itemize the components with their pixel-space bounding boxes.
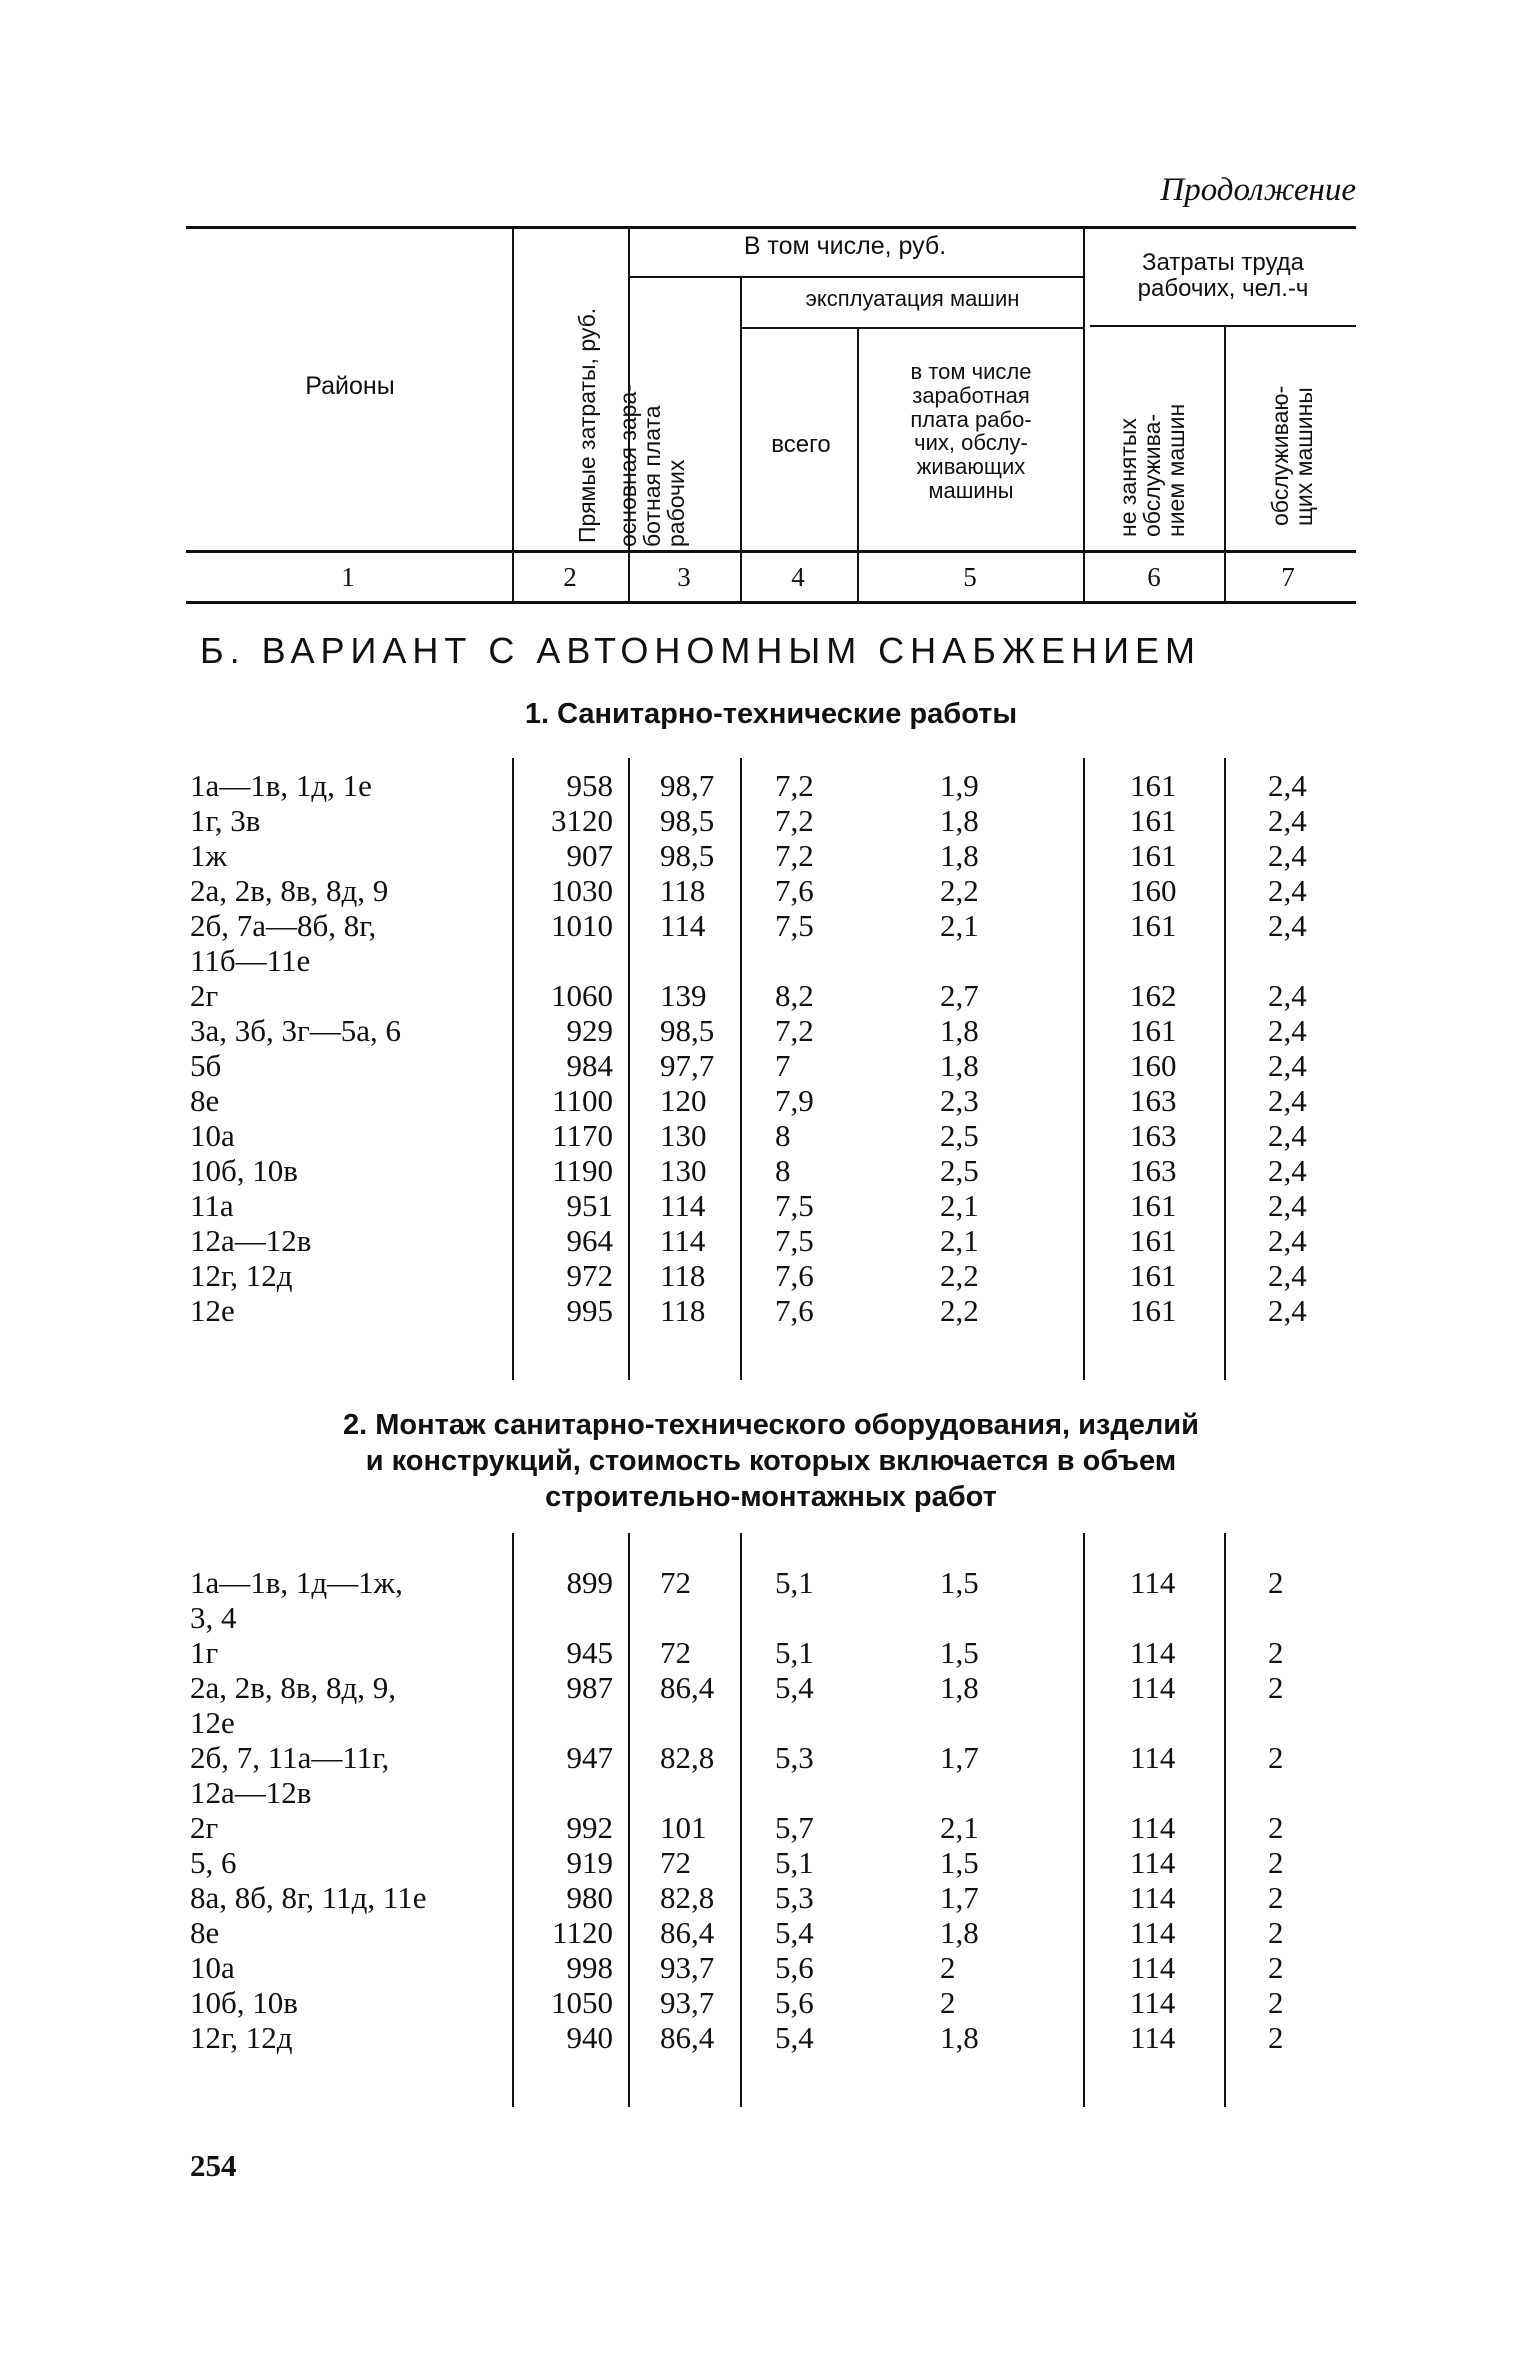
labor-machines-cell: 2 — [1268, 1565, 1284, 1600]
direct-costs-cell: 3120 — [551, 803, 613, 838]
direct-costs-cell: 1060 — [551, 978, 613, 1013]
base-wage-cell: 139 — [660, 978, 707, 1013]
region-cell: 2б, 7, 11а—11г, — [190, 1740, 390, 1775]
machines-wage-cell: 2,5 — [940, 1153, 979, 1188]
machines-total-cell: 7,6 — [775, 873, 814, 908]
colnum-3: 3 — [677, 562, 691, 592]
base-wage-cell: 118 — [660, 1293, 706, 1328]
labor-not-machines-cell: 161 — [1130, 1293, 1177, 1328]
labor-not-machines-cell: 114 — [1130, 1740, 1176, 1775]
labor-machines-cell: 2 — [1268, 1670, 1284, 1705]
machines-total-cell: 5,6 — [775, 1950, 814, 1985]
labor-machines-cell: 2 — [1268, 1915, 1284, 1950]
table-row — [0, 1048, 1536, 1083]
table-row — [0, 803, 1536, 838]
machines-total-cell: 5,6 — [775, 1985, 814, 2020]
header-labor-not-machines: не занятых обслужива- нием машин — [1115, 403, 1190, 537]
machines-total-cell: 5,1 — [775, 1635, 814, 1670]
header-vline-5 — [1083, 228, 1085, 550]
header-machines-group: эксплуатация машин — [805, 286, 1020, 311]
labor-machines-cell: 2 — [1268, 1845, 1284, 1880]
labor-machines-cell: 2 — [1268, 1985, 1284, 2020]
table-row — [0, 1775, 1536, 1810]
direct-costs-cell: 947 — [566, 1740, 613, 1775]
labor-not-machines-cell: 161 — [1130, 908, 1177, 943]
labor-machines-cell: 2,4 — [1268, 873, 1307, 908]
labor-not-machines-cell: 114 — [1130, 1985, 1176, 2020]
numrow-vline-3 — [740, 553, 742, 601]
machines-total-cell: 5,4 — [775, 1915, 814, 1950]
table-row — [0, 1223, 1536, 1258]
table-row — [0, 1810, 1536, 1845]
machines-wage-cell: 2,1 — [940, 1223, 979, 1258]
base-wage-cell: 101 — [660, 1810, 707, 1845]
numrow-vline-6 — [1224, 553, 1226, 601]
machines-wage-cell: 1,7 — [940, 1880, 979, 1915]
subsection2-title-line3: строительно-монтажных работ — [545, 1481, 997, 1513]
region-cell: 5б — [190, 1048, 222, 1083]
table-row — [0, 1880, 1536, 1915]
labor-machines-cell: 2,4 — [1268, 1188, 1307, 1223]
numrow-vline-4 — [857, 553, 859, 601]
direct-costs-cell: 995 — [566, 1293, 613, 1328]
labor-not-machines-cell: 114 — [1130, 1915, 1176, 1950]
labor-not-machines-cell: 114 — [1130, 2020, 1176, 2055]
labor-machines-cell: 2 — [1268, 1880, 1284, 1915]
header-machines-wage: в том числе заработная плата рабо- чих, обслу- живающих машины — [910, 359, 1032, 503]
machines-wage-cell: 1,5 — [940, 1565, 979, 1600]
machines-total-cell: 5,4 — [775, 2020, 814, 2055]
table-row — [0, 978, 1536, 1013]
labor-machines-cell: 2,4 — [1268, 1258, 1307, 1293]
labor-not-machines-cell: 161 — [1130, 768, 1177, 803]
machines-total-cell: 7,6 — [775, 1293, 814, 1328]
colnum-7: 7 — [1281, 562, 1295, 592]
machines-total-cell: 5,7 — [775, 1810, 814, 1845]
base-wage-cell: 130 — [660, 1153, 707, 1188]
machines-total-cell: 8 — [775, 1118, 791, 1153]
direct-costs-cell: 998 — [566, 1950, 613, 1985]
table-row — [0, 1565, 1536, 1600]
machines-total-cell: 5,4 — [775, 1670, 814, 1705]
machines-total-cell: 7,6 — [775, 1258, 814, 1293]
region-cell: 12а—12в — [190, 1775, 312, 1810]
machines-wage-cell: 1,8 — [940, 1915, 979, 1950]
labor-machines-cell: 2 — [1268, 1810, 1284, 1845]
base-wage-cell: 130 — [660, 1118, 707, 1153]
machines-total-cell: 7 — [775, 1048, 791, 1083]
header-vline-6 — [1224, 327, 1226, 550]
base-wage-cell: 114 — [660, 1223, 706, 1258]
table-row — [0, 1293, 1536, 1328]
labor-machines-cell: 2,4 — [1268, 1083, 1307, 1118]
region-cell: 2а, 2в, 8в, 8д, 9, — [190, 1670, 397, 1705]
base-wage-cell: 86,4 — [660, 1670, 715, 1705]
region-cell: 3а, 3б, 3г—5а, 6 — [190, 1013, 402, 1048]
base-wage-cell: 86,4 — [660, 1915, 715, 1950]
header-bottom-rule — [186, 550, 1356, 553]
colnum-5: 5 — [963, 562, 977, 592]
machines-total-cell: 5,3 — [775, 1880, 814, 1915]
machines-wage-cell: 1,5 — [940, 1635, 979, 1670]
labor-machines-cell: 2,4 — [1268, 908, 1307, 943]
labor-not-machines-cell: 114 — [1130, 1670, 1176, 1705]
labor-not-machines-cell: 114 — [1130, 1950, 1176, 1985]
region-cell: 12г, 12д — [190, 1258, 293, 1293]
machines-wage-cell: 2 — [940, 1985, 956, 2020]
machines-total-cell: 5,1 — [775, 1845, 814, 1880]
base-wage-cell: 114 — [660, 908, 706, 943]
labor-machines-cell: 2,4 — [1268, 1048, 1307, 1083]
header-cost-group: В том числе, руб. — [743, 232, 947, 260]
labor-machines-cell: 2,4 — [1268, 768, 1307, 803]
direct-costs-cell: 1030 — [551, 873, 613, 908]
labor-machines-cell: 2,4 — [1268, 1013, 1307, 1048]
region-cell: 2б, 7а—8б, 8г, — [190, 908, 377, 943]
labor-not-machines-cell: 161 — [1130, 1013, 1177, 1048]
base-wage-cell: 72 — [660, 1565, 691, 1600]
region-cell: 8е — [190, 1915, 220, 1950]
labor-not-machines-cell: 163 — [1130, 1118, 1177, 1153]
machines-wage-cell: 2,2 — [940, 1258, 979, 1293]
page-number: 254 — [190, 2148, 237, 2183]
table-row — [0, 1153, 1536, 1188]
machines-total-cell: 7,5 — [775, 1188, 814, 1223]
machines-wage-cell: 2,3 — [940, 1083, 979, 1118]
region-cell: 1ж — [190, 838, 227, 873]
table-row — [0, 2020, 1536, 2055]
header-vline-4 — [857, 329, 859, 550]
direct-costs-cell: 1170 — [552, 1118, 613, 1153]
base-wage-cell: 72 — [660, 1635, 691, 1670]
base-wage-cell: 93,7 — [660, 1950, 715, 1985]
machines-wage-cell: 1,8 — [940, 838, 979, 873]
labor-machines-cell: 2 — [1268, 1740, 1284, 1775]
direct-costs-cell: 958 — [566, 768, 613, 803]
labor-not-machines-cell: 161 — [1130, 1258, 1177, 1293]
table-row — [0, 1600, 1536, 1635]
labor-machines-cell: 2,4 — [1268, 1153, 1307, 1188]
cost-group-rule — [628, 276, 1083, 278]
region-cell: 12е — [190, 1705, 235, 1740]
machines-wage-cell: 1,8 — [940, 1013, 979, 1048]
table-row — [0, 1635, 1536, 1670]
labor-not-machines-cell: 163 — [1130, 1153, 1177, 1188]
region-cell: 11б—11е — [190, 943, 311, 978]
region-cell: 12е — [190, 1293, 235, 1328]
colnum-1: 1 — [341, 562, 355, 592]
table-row — [0, 1258, 1536, 1293]
table-row — [0, 1670, 1536, 1705]
labor-group-rule — [1090, 325, 1356, 327]
machines-total-cell: 7,5 — [775, 908, 814, 943]
numrow-vline-1 — [512, 553, 514, 601]
subsection2-title-line1: 2. Монтаж санитарно-технического оборудования, изделий — [343, 1409, 1199, 1441]
machines-total-cell: 7,9 — [775, 1083, 814, 1118]
region-cell: 12а—12в — [190, 1223, 312, 1258]
colnum-6: 6 — [1147, 562, 1161, 592]
direct-costs-cell: 980 — [566, 1880, 613, 1915]
direct-costs-cell: 1120 — [552, 1915, 613, 1950]
direct-costs-cell: 929 — [566, 1013, 613, 1048]
direct-costs-cell: 964 — [566, 1223, 613, 1258]
base-wage-cell: 98,5 — [660, 838, 715, 873]
direct-costs-cell: 992 — [566, 1810, 613, 1845]
subsection2-title-line2: и конструкций, стоимость которых включается в объем — [365, 1445, 1177, 1477]
machines-wage-cell: 2,7 — [940, 978, 979, 1013]
labor-not-machines-cell: 160 — [1130, 873, 1177, 908]
direct-costs-cell: 1050 — [551, 1985, 613, 2020]
region-cell: 1а—1в, 1д—1ж, — [190, 1565, 403, 1600]
labor-not-machines-cell: 160 — [1130, 1048, 1177, 1083]
table-row — [0, 1705, 1536, 1740]
base-wage-cell: 98,7 — [660, 768, 715, 803]
machines-total-cell: 7,2 — [775, 803, 814, 838]
table-row — [0, 943, 1536, 978]
base-wage-cell: 118 — [660, 1258, 706, 1293]
labor-not-machines-cell: 161 — [1130, 803, 1177, 838]
machines-wage-cell: 2,1 — [940, 908, 979, 943]
region-cell: 8е — [190, 1083, 220, 1118]
labor-not-machines-cell: 163 — [1130, 1083, 1177, 1118]
header-regions: Районы — [305, 372, 395, 400]
table-row — [0, 1013, 1536, 1048]
machines-wage-cell: 1,8 — [940, 1048, 979, 1083]
base-wage-cell: 97,7 — [660, 1048, 715, 1083]
header-base-wage: основная зара- ботная плата рабочих — [615, 384, 690, 547]
colnum-2: 2 — [563, 562, 577, 592]
base-wage-cell: 82,8 — [660, 1880, 715, 1915]
labor-machines-cell: 2,4 — [1268, 978, 1307, 1013]
region-cell: 3, 4 — [190, 1600, 237, 1635]
labor-machines-cell: 2 — [1268, 1635, 1284, 1670]
header-labor-machines: обслуживаю- щих машины — [1267, 385, 1318, 526]
labor-machines-cell: 2 — [1268, 1950, 1284, 1985]
machines-total-cell: 5,3 — [775, 1740, 814, 1775]
header-direct-costs: Прямые затраты, руб. — [574, 307, 600, 543]
machines-total-cell: 7,5 — [775, 1223, 814, 1258]
labor-machines-cell: 2 — [1268, 2020, 1284, 2055]
base-wage-cell: 98,5 — [660, 803, 715, 838]
header-labor-group: Затраты труда рабочих, чел.-ч — [1137, 249, 1309, 302]
continuation-label: Продолжение — [1160, 172, 1356, 208]
numbers-bottom-rule — [186, 601, 1356, 604]
labor-not-machines-cell: 161 — [1130, 838, 1177, 873]
direct-costs-cell: 1190 — [552, 1153, 613, 1188]
base-wage-cell: 98,5 — [660, 1013, 715, 1048]
header-machines-total: всего — [771, 431, 831, 458]
table-row — [0, 1845, 1536, 1880]
labor-not-machines-cell: 114 — [1130, 1565, 1176, 1600]
region-cell: 10б, 10в — [190, 1153, 298, 1188]
table-row — [0, 873, 1536, 908]
numrow-vline-5 — [1083, 553, 1085, 601]
machines-wage-cell: 1,8 — [940, 1670, 979, 1705]
labor-not-machines-cell: 114 — [1130, 1845, 1176, 1880]
table-row — [0, 1083, 1536, 1118]
header-vline-1 — [512, 228, 514, 550]
colnum-4: 4 — [791, 562, 805, 592]
machines-wage-cell: 1,7 — [940, 1740, 979, 1775]
labor-machines-cell: 2,4 — [1268, 838, 1307, 873]
labor-machines-cell: 2,4 — [1268, 1293, 1307, 1328]
subsection1-title: 1. Санитарно-технические работы — [524, 698, 1018, 730]
table-row — [0, 1118, 1536, 1153]
machines-wage-cell: 2,2 — [940, 873, 979, 908]
labor-machines-cell: 2,4 — [1268, 1118, 1307, 1153]
table-row — [0, 1915, 1536, 1950]
table-row — [0, 838, 1536, 873]
direct-costs-cell: 1100 — [552, 1083, 613, 1118]
header-vline-3 — [740, 278, 742, 550]
direct-costs-cell: 907 — [566, 838, 613, 873]
direct-costs-cell: 899 — [566, 1565, 613, 1600]
base-wage-cell: 93,7 — [660, 1985, 715, 2020]
header-top-rule — [186, 226, 1356, 229]
labor-not-machines-cell: 114 — [1130, 1880, 1176, 1915]
machines-wage-cell: 1,8 — [940, 2020, 979, 2055]
machines-wage-cell: 1,9 — [940, 768, 979, 803]
machines-total-cell: 8,2 — [775, 978, 814, 1013]
table-row — [0, 1188, 1536, 1223]
machines-wage-cell: 2,2 — [940, 1293, 979, 1328]
direct-costs-cell: 987 — [566, 1670, 613, 1705]
region-cell: 10а — [190, 1118, 235, 1153]
machines-wage-cell: 2,5 — [940, 1118, 979, 1153]
machines-wage-cell: 2,1 — [940, 1810, 979, 1845]
labor-not-machines-cell: 161 — [1130, 1223, 1177, 1258]
direct-costs-cell: 951 — [566, 1188, 613, 1223]
region-cell: 2г — [190, 1810, 219, 1845]
direct-costs-cell: 940 — [566, 2020, 613, 2055]
region-cell: 10б, 10в — [190, 1985, 298, 2020]
machines-wage-cell: 2 — [940, 1950, 956, 1985]
labor-machines-cell: 2,4 — [1268, 803, 1307, 838]
table-row — [0, 908, 1536, 943]
numrow-vline-2 — [628, 553, 630, 601]
base-wage-cell: 86,4 — [660, 2020, 715, 2055]
machines-total-cell: 7,2 — [775, 768, 814, 803]
machines-total-cell: 7,2 — [775, 838, 814, 873]
table-row — [0, 1950, 1536, 1985]
region-cell: 2г — [190, 978, 219, 1013]
region-cell: 8а, 8б, 8г, 11д, 11е — [190, 1880, 427, 1915]
machines-total-cell: 5,1 — [775, 1565, 814, 1600]
machines-wage-cell: 2,1 — [940, 1188, 979, 1223]
region-cell: 11а — [190, 1188, 234, 1223]
machines-total-cell: 7,2 — [775, 1013, 814, 1048]
base-wage-cell: 114 — [660, 1188, 706, 1223]
direct-costs-cell: 919 — [566, 1845, 613, 1880]
region-cell: 2а, 2в, 8в, 8д, 9 — [190, 873, 389, 908]
labor-not-machines-cell: 114 — [1130, 1635, 1176, 1670]
table-row — [0, 768, 1536, 803]
table-row — [0, 1985, 1536, 2020]
region-cell: 5, 6 — [190, 1845, 237, 1880]
region-cell: 10а — [190, 1950, 235, 1985]
direct-costs-cell: 945 — [566, 1635, 613, 1670]
region-cell: 12г, 12д — [190, 2020, 293, 2055]
direct-costs-cell: 1010 — [551, 908, 613, 943]
region-cell: 1г, 3в — [190, 803, 261, 838]
direct-costs-cell: 984 — [566, 1048, 613, 1083]
base-wage-cell: 118 — [660, 873, 706, 908]
base-wage-cell: 72 — [660, 1845, 691, 1880]
labor-not-machines-cell: 162 — [1130, 978, 1177, 1013]
machines-wage-cell: 1,5 — [940, 1845, 979, 1880]
base-wage-cell: 120 — [660, 1083, 707, 1118]
machines-group-rule — [740, 327, 1083, 329]
direct-costs-cell: 972 — [566, 1258, 613, 1293]
base-wage-cell: 82,8 — [660, 1740, 715, 1775]
labor-not-machines-cell: 161 — [1130, 1188, 1177, 1223]
labor-machines-cell: 2,4 — [1268, 1223, 1307, 1258]
section-title: Б. ВАРИАНТ С АВТОНОМНЫМ СНАБЖЕНИЕМ — [200, 630, 1201, 671]
machines-total-cell: 8 — [775, 1153, 791, 1188]
machines-wage-cell: 1,8 — [940, 803, 979, 838]
labor-not-machines-cell: 114 — [1130, 1810, 1176, 1845]
table-row — [0, 1740, 1536, 1775]
region-cell: 1г — [190, 1635, 219, 1670]
region-cell: 1а—1в, 1д, 1е — [190, 768, 372, 803]
